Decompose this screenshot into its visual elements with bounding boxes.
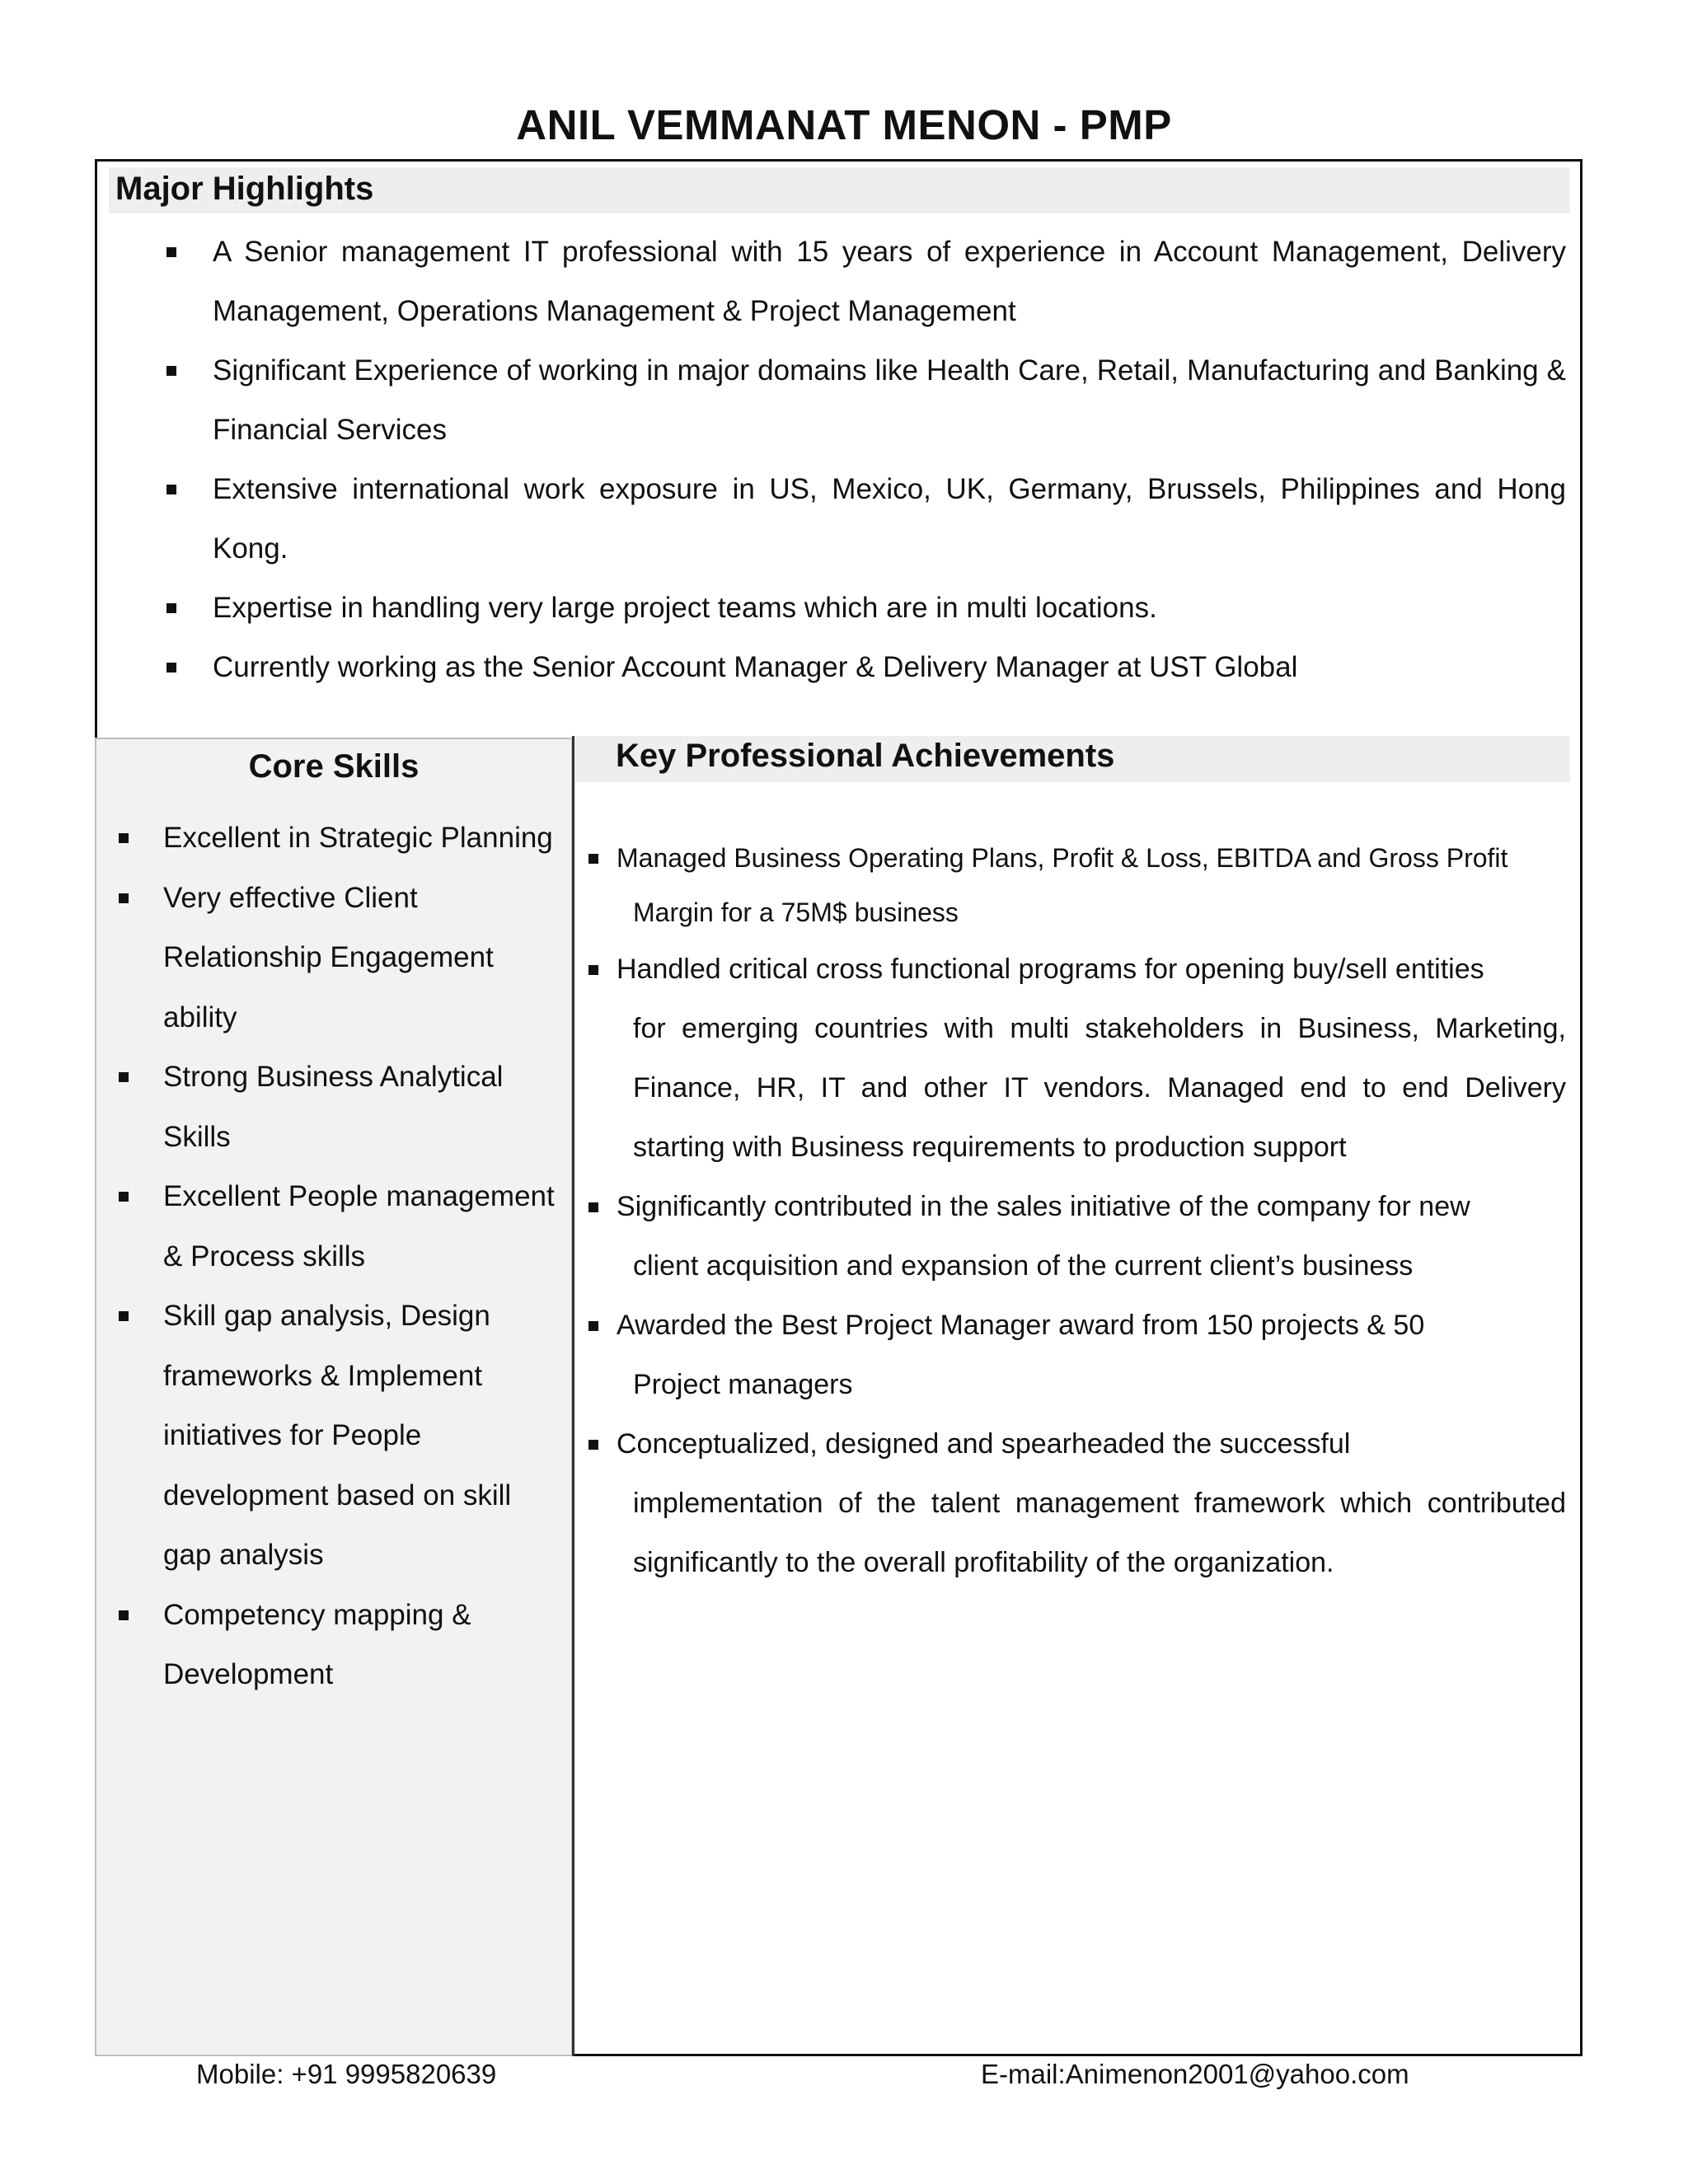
highlight-item: Extensive international work exposure in US, Mexico, UK, Germany, Brussels, Philippines and Hong Kong. — [162, 460, 1566, 579]
achievement-item — [585, 831, 1566, 940]
achievement-first-line: Conceptualized, designed and spearheaded the successful — [617, 1428, 1351, 1460]
highlight-item: Significant Experience of working in major domains like Health Care, Retail, Manufacturing and Banking & Financial Services — [162, 341, 1566, 460]
achievement-first-line: Managed Business Operating Plans, Profit & Loss, EBITDA and Gross Profit — [617, 843, 1508, 873]
achievement-first-line: Awarded the Best Project Manager award from 150 projects & 50 — [617, 1310, 1425, 1341]
column-divider — [572, 736, 574, 2056]
footer-email: E-mail:Animenon2001@yahoo.com — [981, 2059, 1409, 2089]
skill-item: Very effective Client Relationship Engagement ability — [114, 869, 559, 1048]
page-title: ANIL VEMMANAT MENON - PMP — [516, 101, 1172, 148]
achievements-list — [585, 831, 1566, 1592]
core-skills-list — [114, 808, 559, 1705]
highlight-item: Expertise in handling very large project teams which are in multi locations. — [162, 579, 1566, 638]
achievement-item — [585, 1414, 1566, 1592]
highlights-heading: Major Highlights — [115, 171, 374, 207]
achievements-heading: Key Professional Achievements — [616, 738, 1115, 774]
highlights-header — [109, 167, 1570, 213]
achievement-first-line: Handled critical cross functional programs for opening buy/sell entities — [617, 954, 1484, 985]
achievement-continuation: for emerging countries with multi stakeholders in Business, Marketing, Finance, HR, IT and other IT vendors. Managed end to end Delivery starting with Business requirements to production support — [633, 1013, 1566, 1163]
skill-item: Skill gap analysis, Design frameworks & Implement initiatives for People development based on skill gap analysis — [114, 1286, 559, 1586]
highlight-item: Currently working as the Senior Account Manager & Delivery Manager at UST Global — [162, 638, 1566, 697]
achievement-first-line: Significantly contributed in the sales initiative of the company for new — [617, 1191, 1470, 1222]
skill-item: Excellent in Strategic Planning — [114, 808, 559, 869]
achievement-item — [585, 1296, 1566, 1414]
skill-item: Excellent People management & Process skills — [114, 1167, 559, 1286]
footer-mobile: Mobile: +91 9995820639 — [196, 2059, 497, 2089]
achievement-continuation: Project managers — [633, 1369, 853, 1400]
achievement-continuation: client acquisition and expansion of the current client’s business — [633, 1250, 1414, 1282]
highlights-list — [162, 223, 1566, 697]
skill-item: Strong Business Analytical Skills — [114, 1047, 559, 1167]
achievement-continuation: Margin for a 75M$ business — [633, 898, 959, 927]
achievement-continuation: implementation of the talent management framework which contributed significantly to the overall profitability of the organization. — [633, 1488, 1566, 1578]
achievement-item — [585, 940, 1566, 1177]
skill-item: Competency mapping & Development — [114, 1586, 559, 1705]
highlight-item: A Senior management IT professional with 15 years of experience in Account Management, Delivery Management, Operations Management & Project Management — [162, 223, 1566, 341]
achievement-item — [585, 1177, 1566, 1296]
core-skills-heading: Core Skills — [248, 748, 420, 785]
achievements-header — [574, 736, 1570, 782]
